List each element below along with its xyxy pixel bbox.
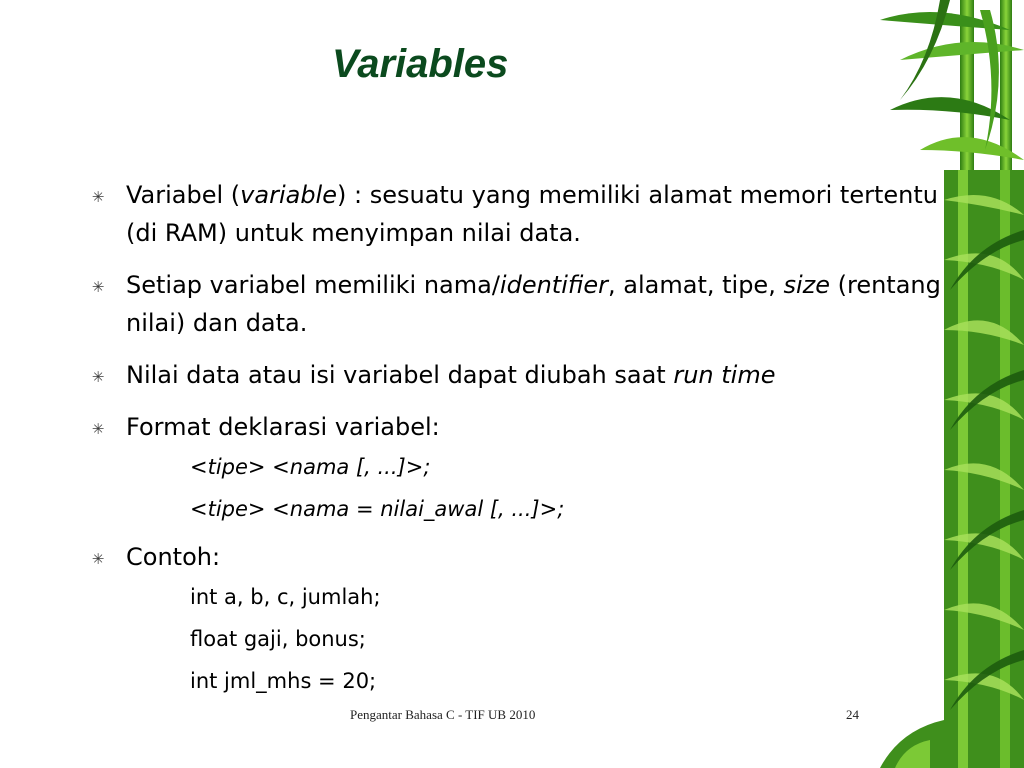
bullet-text: Contoh: bbox=[126, 543, 221, 571]
slide-footer: Pengantar Bahasa C - TIF UB 2010 bbox=[350, 707, 536, 722]
bullet-item bbox=[88, 176, 948, 252]
page-number: 24 bbox=[846, 707, 859, 722]
bullet-emphasis: identifier bbox=[499, 271, 609, 299]
asterisk-bullet-icon: ✳ bbox=[91, 550, 105, 568]
asterisk-bullet-icon: ✳ bbox=[91, 278, 105, 296]
asterisk-bullet-icon: ✳ bbox=[91, 368, 105, 386]
bullet-item bbox=[88, 408, 948, 446]
bullet-text: (rentang nilai) dan data. bbox=[126, 271, 941, 337]
syntax-line: <tipe> <nama [, ...]>; bbox=[190, 455, 431, 479]
asterisk-bullet-icon: ✳ bbox=[91, 188, 105, 206]
code-line: float gaji, bonus; bbox=[190, 627, 366, 651]
bullet-text: ) : sesuatu yang memiliki alamat memori tertentu (di RAM) untuk menyimpan nilai data. bbox=[126, 181, 938, 247]
bullet-text: , alamat, tipe, bbox=[608, 271, 784, 299]
bullet-emphasis: size bbox=[783, 271, 830, 299]
bullet-item bbox=[88, 356, 948, 394]
slide-content bbox=[88, 176, 948, 702]
bullet-text: Setiap variabel memiliki nama/ bbox=[126, 271, 500, 299]
code-line: int jml_mhs = 20; bbox=[190, 669, 377, 693]
bullet-text: Nilai data atau isi variabel dapat diubah saat bbox=[126, 361, 674, 389]
bullet-text: Format deklarasi variabel: bbox=[126, 413, 440, 441]
example-lines bbox=[88, 576, 948, 702]
bullet-item bbox=[88, 266, 948, 342]
code-line: int a, b, c, jumlah; bbox=[190, 585, 381, 609]
bullet-item bbox=[88, 538, 948, 576]
bullet-emphasis: variable bbox=[240, 181, 337, 209]
bullet-text: Variabel ( bbox=[126, 181, 241, 209]
bullet-emphasis: run time bbox=[673, 361, 776, 389]
asterisk-bullet-icon: ✳ bbox=[91, 420, 105, 438]
slide-title: Variables bbox=[332, 42, 509, 86]
syntax-line: <tipe> <nama = nilai_awal [, ...]>; bbox=[190, 497, 565, 521]
syntax-lines bbox=[88, 446, 948, 530]
